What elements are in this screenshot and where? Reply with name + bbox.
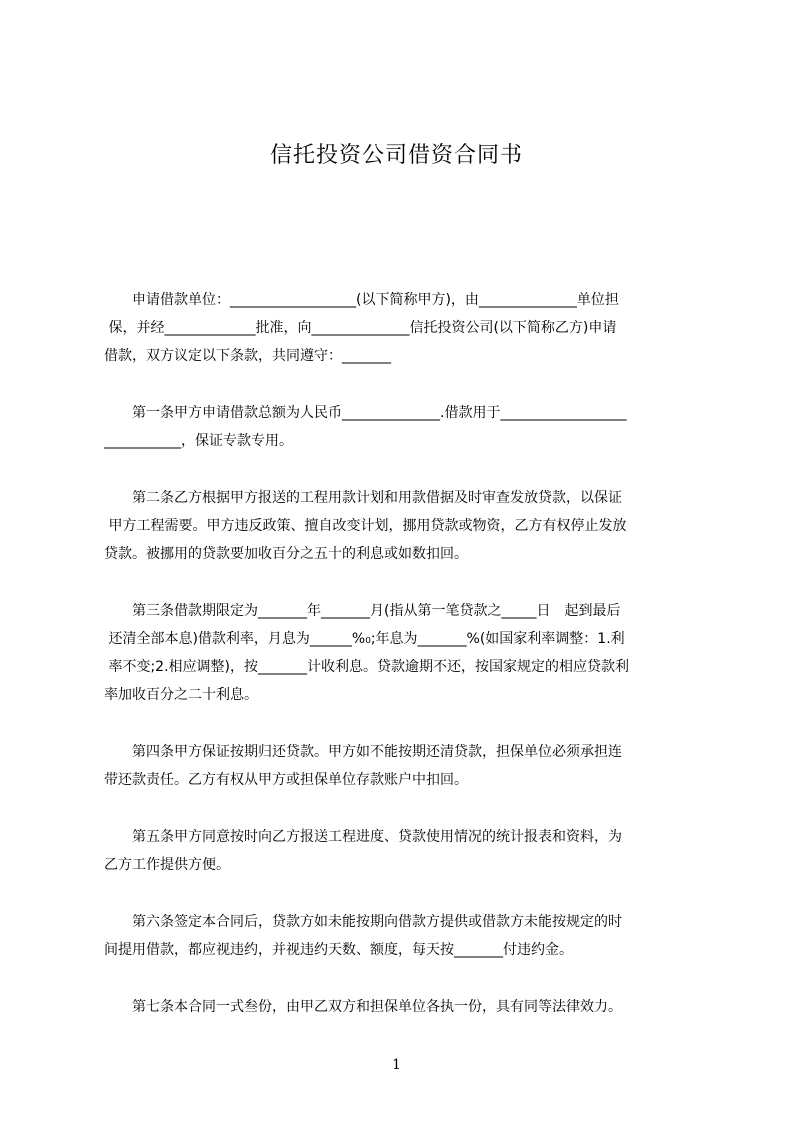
document-title: 信托投资公司借资合同书 xyxy=(269,143,523,168)
text-line: 第五条甲方同意按时向乙方报送工程进度、贷款使用情况的统计报表和资料，为 xyxy=(104,829,622,845)
text-line: 第一条甲方申请借款总额为人民币______________.借款用于__________________ xyxy=(104,405,627,421)
text-line: 第六条签定本合同后，贷款方如未能按期向借款方提供或借款方未能按规定的时 xyxy=(104,914,622,930)
text-line: 第七条本合同一式叁份，由甲乙双方和担保单位各执一份，具有同等法律效力。 xyxy=(104,999,622,1015)
text-line: 第四条甲方保证按期归还贷款。甲方如不能按期还清贷款，担保单位必须承担连 xyxy=(104,744,622,760)
page-number: 1 xyxy=(392,1057,401,1073)
paragraph-article-4 xyxy=(104,738,700,794)
text-line: 率不变;2.相应调整)，按_______计收利息。贷款逾期不还，按国家规定的相应贷款利 xyxy=(104,659,629,675)
text-line: 乙方工作提供方便。 xyxy=(104,857,230,873)
paragraph-article-7 xyxy=(104,993,700,1021)
document-body xyxy=(104,286,700,1015)
text-line: 借款，双方议定以下条款，共同遵守：_______ xyxy=(104,348,391,364)
text-line: 甲方工程需要。甲方违反政策、擅自改变计划，挪用贷款或物资，乙方有权停止发放 xyxy=(104,518,627,534)
text-line: 率加收百分之二十利息。 xyxy=(104,687,258,703)
paragraph-article-5 xyxy=(104,823,700,879)
text-line: 第二条乙方根据甲方报送的工程用款计划和用款借据及时审查发放贷款，以保证 xyxy=(104,490,622,506)
paragraph-article-3 xyxy=(104,597,700,709)
paragraph-article-6 xyxy=(104,908,700,964)
text-line: 第三条借款期限定为_______年_______月(指从第一笔贷款之_____日 起到最后 xyxy=(104,603,621,619)
text-line: 带还款责任。乙方有权从甲方或担保单位存款账户中扣回。 xyxy=(104,772,468,788)
text-line: 贷款。被挪用的贷款要加收百分之五十的利息或如数扣回。 xyxy=(104,546,468,562)
text-line: ___________，保证专款专用。 xyxy=(104,433,293,449)
text-line: 间提用借款，都应视违约，并视违约天数、额度，每天按_______付违约金。 xyxy=(104,942,573,958)
text-line: 申请借款单位：__________________(以下简称甲方)，由______________单位担 xyxy=(104,292,619,308)
paragraph-article-1 xyxy=(104,399,700,455)
paragraph-article-2 xyxy=(104,484,700,568)
text-line: 还清全部本息)借款利率，月息为______%₀;年息为_______%(如国家利率调整：1.利 xyxy=(104,631,625,647)
text-line: 保，并经_____________批准，向______________信托投资公司(以下简称乙方)申请 xyxy=(104,320,617,336)
paragraph-preamble xyxy=(104,286,700,370)
